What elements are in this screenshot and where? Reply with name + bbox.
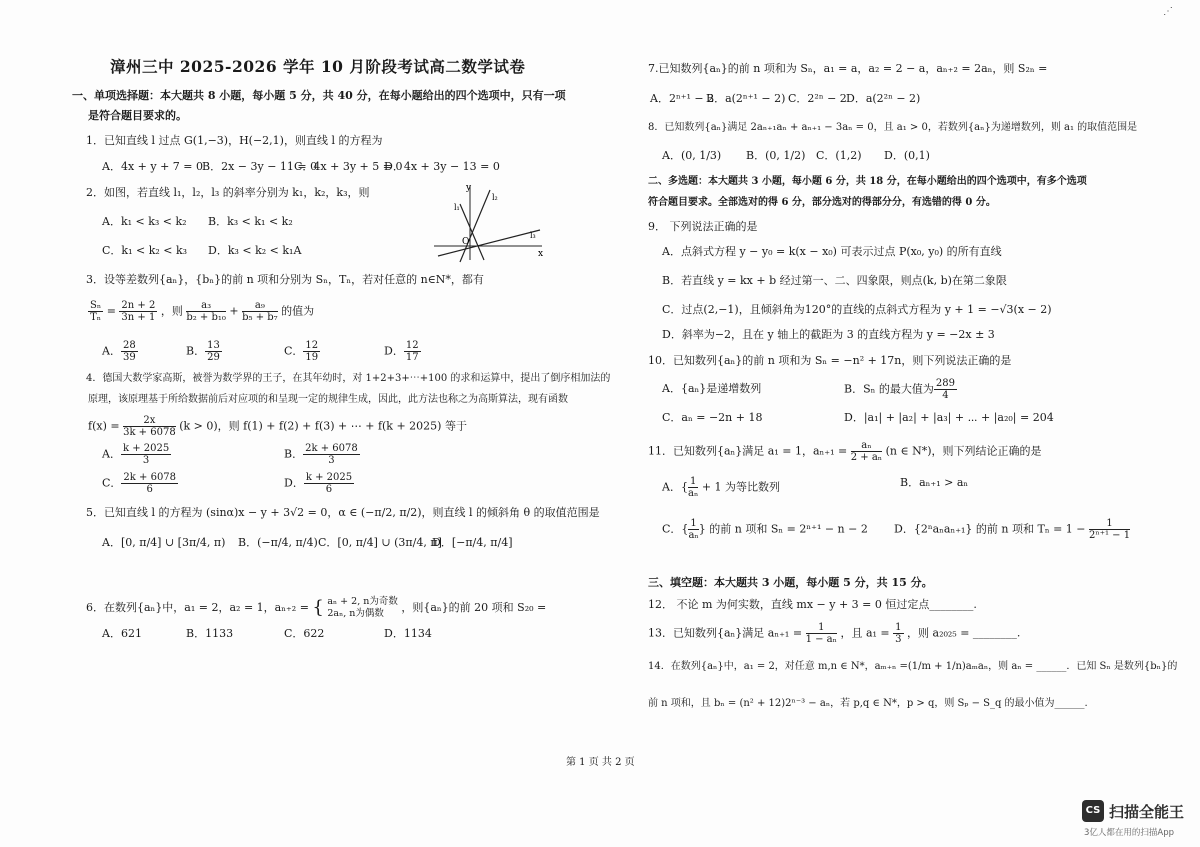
q9-stem: 9． 下列说法正确的是: [648, 220, 758, 233]
q2-figure: [430, 180, 552, 264]
q2-option-b: B．k₃ < k₁ < k₂: [208, 215, 293, 228]
section1-heading: 一、单项选择题：本大题共 8 小题，每小题 5 分，共 40 分，在每小题给出的四个选项中，只有一项: [72, 89, 566, 102]
page-footer: 第 1 页 共 2 页: [566, 757, 635, 768]
q3-expression: $\frac{\text{Sₙ}}{\text{Tₙ}}$ = $\frac{2n + 2}{3n + 1}$ ，则 $\frac{\text{a₃}}{\text{b₂ + b₁₀}}$ + $\frac{\text{a₉}}{\text{b₅ + b₇}}$ 的值为: [90, 300, 315, 323]
fig-x-label: x: [538, 249, 544, 259]
q7-option-a: A．2ⁿ⁺¹ − 2: [650, 92, 715, 105]
q3-frac-a3: $\frac{\text{a₃}}{\text{b₂ + b₁₀}}$: [186, 300, 226, 323]
q8-option-a: A．(0, 1/3): [662, 149, 722, 162]
q6-option-a: A．621: [102, 627, 142, 640]
q11-option-b: B．aₙ₊₁ > aₙ: [900, 476, 969, 489]
q3-option-a: A． $\frac{28}{39}$: [102, 340, 136, 363]
q5-option-c: C．[0, π/4] ∪ (3π/4, π]: [318, 536, 442, 549]
q12-stem: 12． 不论 m 为何实数，直线 mx − y + 3 = 0 恒过定点________.: [648, 598, 977, 611]
q5-option-d: D．[−π/4, π/4]: [432, 536, 513, 549]
section2-heading-cont: 符合题目要求。全部选对的得 6 分，部分选对的得部分分，有选错的得 0 分。: [648, 197, 996, 208]
q3-option-d: D． $\frac{12}{17}$: [384, 340, 419, 363]
brand-tagline: 3亿人都在用的扫描App: [1084, 828, 1175, 838]
q8-option-c: C．(1,2): [816, 149, 862, 162]
q4-option-a: A． $\frac{k + 2025}{3}$: [102, 443, 170, 466]
fig-l3-label: l₃: [530, 231, 536, 240]
section3-heading: 三、填空题：本大题共 3 小题，每小题 5 分，共 15 分。: [648, 576, 933, 589]
section1-heading-cont: 是符合题目要求的。: [88, 109, 187, 122]
q10-option-b: B．Sₙ 的最大值为 $\frac{289}{4}$: [844, 378, 955, 401]
fig-origin-label: O: [462, 237, 470, 247]
q4-function: f(x) = $\frac{2x}{3k + 6078}$ (k > 0)，则 f(1) + f(2) + f(3) + ⋯ + f(k + 2025) 等于: [88, 415, 467, 438]
q10-option-a: A．{aₙ}是递增数列: [662, 382, 762, 395]
q4-line1: 4．德国大数学家高斯，被誉为数学界的王子，在其年幼时，对 1+2+3+⋯+100 的求和运算中，提出了倒序相加法的: [86, 373, 611, 384]
q7-option-c: C．2²ⁿ − 2: [788, 92, 847, 105]
q10-option-c: C．aₙ = −2n + 18: [662, 411, 763, 424]
q4-option-b: B． $\frac{2k + 6078}{3}$: [284, 443, 358, 466]
q5-option-b: B．(−π/4, π/4): [238, 536, 318, 549]
q1-stem: 1．已知直线 l 过点 G(1,−3)，H(−2,1)，则直线 l 的方程为: [86, 134, 383, 147]
q1-option-b: B．2x − 3y − 11 = 0: [202, 160, 318, 173]
q4-option-c: C． $\frac{2k + 6078}{6}$: [102, 472, 177, 495]
q3-frac-a9: $\frac{\text{a₉}}{\text{b₅ + b₇}}$: [242, 300, 278, 323]
q1-option-a: A．4x + y + 7 = 0: [102, 160, 203, 173]
q3-option-b: B． $\frac{13}{29}$: [186, 340, 220, 363]
q6-option-d: D．1134: [384, 627, 432, 640]
q3-frac-s-over-t: $\frac{\text{Sₙ}}{\text{Tₙ}}$: [90, 300, 102, 323]
q3-option-c: C． $\frac{12}{19}$: [284, 340, 319, 363]
line-l2: [460, 190, 490, 262]
q13-stem: 13．已知数列{aₙ}满足 aₙ₊₁ = $\frac{1}{\text{1 − aₙ}}$ ，且 a₁ = $\frac{1}{3}$ ，则 a₂₀₂₅ = ________.: [648, 622, 1021, 645]
q7-option-d: D．a(2²ⁿ − 2): [846, 92, 921, 105]
q11-option-c: C．{ $\frac{1}{\text{aₙ}}$ } 的前 n 项和 Sₙ = 2ⁿ⁺¹ − n − 2: [662, 518, 868, 541]
q2-stem: 2．如图，若直线 l₁，l₂，l₃ 的斜率分别为 k₁，k₂，k₃，则: [86, 186, 370, 199]
q11-option-a: A．{ $\frac{1}{\text{aₙ}}$ + 1 为等比数列: [662, 476, 781, 499]
fig-l2-label: l₂: [492, 193, 498, 202]
camscanner-logo-icon: CS: [1082, 800, 1104, 822]
brand-name: 扫描全能王: [1109, 803, 1185, 821]
q7-stem: 7.已知数列{aₙ}的前 n 项和为 Sₙ，a₁ = a，a₂ = 2 − a，aₙ₊₂ = 2aₙ，则 S₂ₙ =: [648, 62, 1048, 75]
q2-option-d: D．k₃ < k₂ < k₁A: [208, 244, 302, 257]
q14-stem: 14．在数列{aₙ}中，a₁ = 2，对任意 m,n ∈ N*，aₘ₊ₙ =(1/m + 1/n)aₘaₙ，则 aₙ = ______．已知 Sₙ 是数列{bₙ}的: [648, 661, 1178, 672]
corner-mark: ⋰: [1163, 6, 1173, 17]
section2-heading: 二、多选题：本大题共 3 小题，每小题 6 分，共 18 分，在每小题给出的四个选项中，有多个选项: [648, 176, 1087, 187]
fig-y-label: y: [466, 183, 472, 193]
q8-option-b: B．(0, 1/2): [746, 149, 806, 162]
q14-line2: 前 n 项和，且 bₙ = (n² + 12)2ⁿ⁻³ − aₙ，若 p,q ∈ N*，p > q，则 Sₚ − S_q 的最小值为______.: [648, 698, 1088, 709]
q9-option-a: A．点斜式方程 y − y₀ = k(x − x₀) 可表示过点 P(x₀, y₀) 的所有直线: [662, 245, 1002, 258]
q4-line2: 原理，该原理基于所给数据前后对应项的和呈现一定的规律生成，因此，此方法也称之为高斯算法，现有函数: [88, 394, 568, 405]
q2-option-c: C．k₁ < k₂ < k₃: [102, 244, 188, 257]
q7-option-b: B．a(2ⁿ⁺¹ − 2): [706, 92, 786, 105]
line-l3: [438, 230, 540, 256]
q6-option-b: B．1133: [186, 627, 234, 640]
exam-title: 漳州三中 2025-2026 学年 10 月阶段考试高二数学试卷: [110, 57, 526, 76]
q9-option-c: C．过点(2,−1)，且倾斜角为120°的直线的点斜式方程为 y + 1 = −√3(x − 2): [662, 303, 1052, 316]
q11-stem: 11．已知数列{aₙ}满足 a₁ = 1，aₙ₊₁ = $\frac{\text{aₙ}}{\text{2 + aₙ}}$ (n ∈ N*)，则下列结论正确的是: [648, 440, 1042, 463]
q8-option-d: D．(0,1): [884, 149, 930, 162]
q2-option-a: A．k₁ < k₃ < k₂: [102, 215, 187, 228]
q6-stem: 6．在数列{aₙ}中，a₁ = 2，a₂ = 1，aₙ₊₂ = { aₙ + 2, n为奇数 2aₙ, n为偶数 ，则{aₙ}的前 20 项和 S₂₀ =: [86, 596, 547, 619]
q3-stem: 3．设等差数列{aₙ}，{bₙ}的前 n 项和分别为 Sₙ，Tₙ，若对任意的 n∈N*，都有: [86, 273, 484, 286]
q4-option-d: D． $\frac{k + 2025}{6}$: [284, 472, 353, 495]
q10-option-d: D．|a₁| + |a₂| + |a₃| + ⋯ + |a₂₀| = 204: [844, 411, 1054, 424]
q9-option-d: D．斜率为−2，且在 y 轴上的截距为 3 的直线方程为 y = −2x ± 3: [662, 328, 995, 341]
q5-stem: 5．已知直线 l 的方程为 (sinα)x − y + 3√2 = 0，α ∈ (−π/2, π/2)，则直线 l 的倾斜角 θ 的取值范围是: [86, 506, 600, 519]
q1-option-c: C．4x + 3y + 5 = 0: [294, 160, 403, 173]
fig-l1-label: l₁: [454, 203, 460, 212]
q1-option-d: D．4x + 3y − 13 = 0: [384, 160, 500, 173]
q5-option-a: A．[0, π/4] ∪ [3π/4, π): [102, 536, 226, 549]
q3-frac-ratio: $\frac{2n + 2}{3n + 1}$: [121, 300, 156, 323]
q8-stem: 8．已知数列{aₙ}满足 2aₙ₊₁aₙ + aₙ₊₁ − 3aₙ = 0，且 a₁ > 0，若数列{aₙ}为递增数列，则 a₁ 的取值范围是: [648, 122, 1138, 133]
q11-option-d: D．{2ⁿaₙaₙ₊₁} 的前 n 项和 Tₙ = 1 − $\frac{1}{\text{2ⁿ⁺¹ − 1}}$: [894, 518, 1131, 541]
q6-option-c: C．622: [284, 627, 325, 640]
q9-option-b: B．若直线 y = kx + b 经过第一、二、四象限，则点(k, b)在第二象限: [662, 274, 1007, 287]
q10-stem: 10．已知数列{aₙ}的前 n 项和为 Sₙ = −n² + 17n，则下列说法正确的是: [648, 354, 1012, 367]
